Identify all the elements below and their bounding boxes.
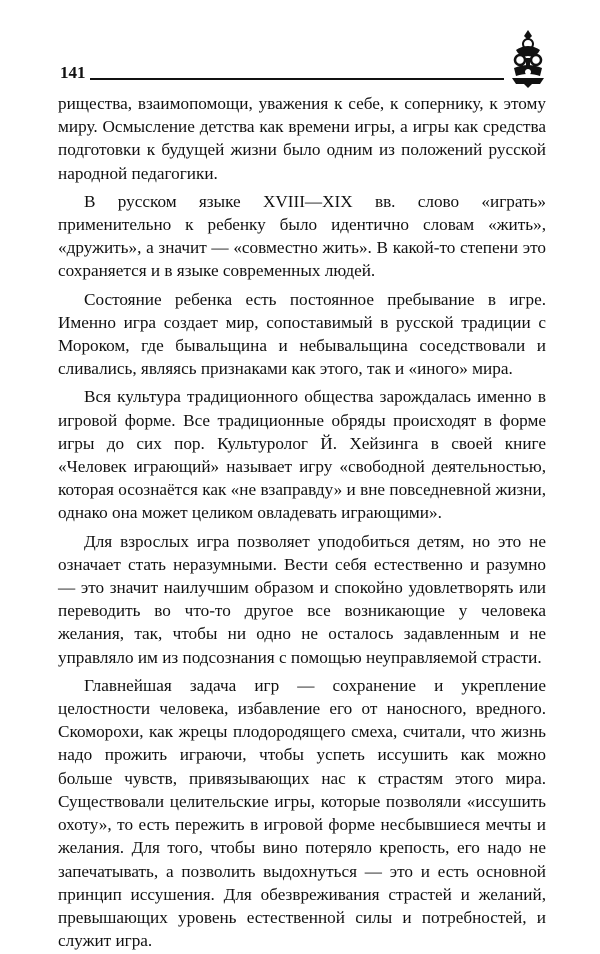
- ornament-icon: [506, 28, 550, 88]
- paragraph-3: Состояние ребенка есть постоянное пребывание в игре. Именно игра создает мир, сопоставимый в русской традиции с Мороком, где бывальщина и небывальщина соседствовали и сливались, являясь признаками как этого, так и «иного» мира.: [58, 289, 546, 379]
- paragraph-6: Главнейшая задача игр — сохранение и укрепление целостности человека, избавление его от наносного, вредного. Скоморохи, как жрецы плодородящего смеха, считали, что жизнь надо прожить играючи, чтобы успеть иссушить как можно больше чувств, привязывающих нас к страстям этого мира. Существовали целительские игры, которые позволяли «иссушить охоту», то есть пережить в игровой форме несбывшиеся мечты и желания. Для того, чтобы вино потеряло крепость, его надо не запечатывать, а позволить выдохнуться — это и есть основной принцип иссушения. Для обезвреживания страстей и желаний, превышающих уровень естественной силы и потребностей, и служит игра.: [58, 675, 546, 951]
- paragraph-5: Для взрослых игра позволяет уподобиться детям, но это не означает стать неразумными. Вести себя естественно и разумно — это значит наилучшим образом и спокойно удовлетворять или переводить во что-то другое все возникающие у человека желания, так, чтобы ни одно не осталось задавленным и не управляло им из подсознания с помощью неуправляемой страсти.: [58, 531, 546, 667]
- paragraph-1: рищества, взаимопомощи, уважения к себе, к сопернику, к этому миру. Осмысление детства как времени игры, а игры как средства подготовки к будущей жизни было одним из положений русской народной педагогики.: [58, 94, 546, 183]
- header-rule: [60, 78, 504, 80]
- paragraph-2: В русском языке XVIII—XIX вв. слово «играть» применительно к ребенку было идентично словам «жить», «дружить», а значит — «совместно жить». В какой-то степени это сохраняется и в языке современных людей.: [58, 191, 546, 281]
- body-text: [58, 92, 546, 952]
- page-number: 141: [60, 64, 90, 81]
- page-header: [60, 28, 550, 82]
- paragraph-4: Вся культура традиционного общества зарождалась именно в игровой форме. Все традиционные обряды происходят в форме игры до сих пор. Культуролог Й. Хейзинга в своей книге «Человек играющий» называет игру «свободной деятельностью, которая осознаётся как «не взаправду» и вне повседневной жизни, однако она может целиком овладевать играющими».: [58, 387, 546, 523]
